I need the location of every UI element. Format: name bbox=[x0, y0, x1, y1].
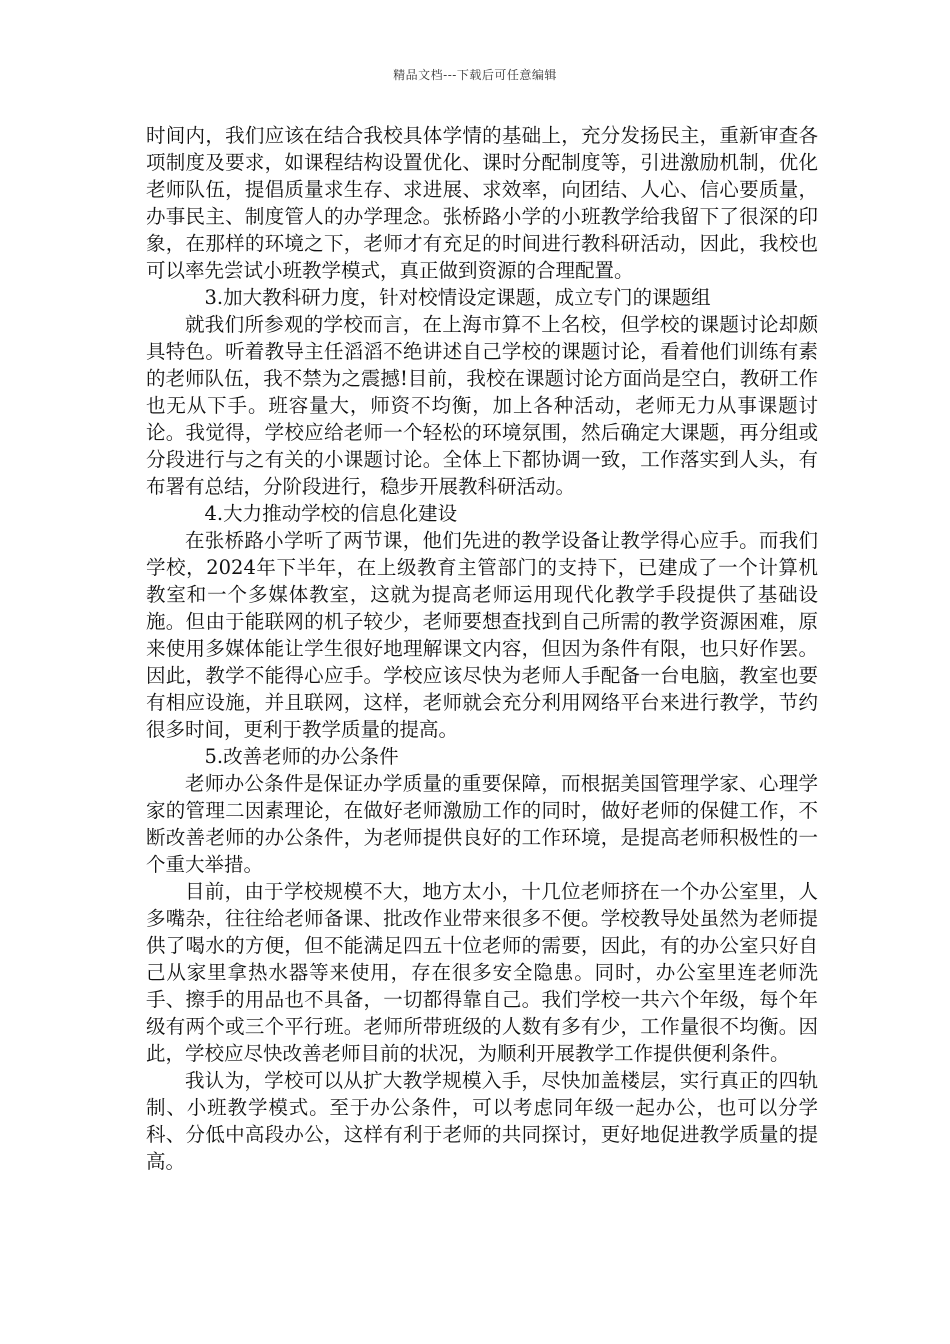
paragraph-current-situation: 目前，由于学校规模不大，地方太小，十几位老师挤在一个办公室里，人多嘴杂，往往给老师备课、批改作业带来很多不便。学校教导处虽然为老师提供了喝水的方便，但不能满足四五十位老师的需要，因此，有的办公室只好自己从家里拿热水器等来使用，存在很多安全隐患。同时，办公室里连老师洗手、擦手的用品也不具备，一切都得靠自己。我们学校一共六个年级，每个年级有两个或三个平行班。老师所带班级的人数有多有少，工作量很不均衡。因此，学校应尽快改善老师目前的状况，为顺利开展教学工作提供便利条件。 bbox=[146, 880, 818, 1065]
page-header: 精品文档---下载后可任意编辑 bbox=[393, 68, 557, 82]
document-body bbox=[146, 122, 818, 1175]
section-heading-5: 5.改善老师的办公条件 bbox=[204, 745, 399, 768]
paragraph-office-conditions: 老师办公条件是保证办学质量的重要保障，而根据美国管理学家、心理学家的管理二因素理论，在做好老师激励工作的同时，做好老师的保健工作，不断改善老师的办公条件，为老师提供良好的工作环境，是提高老师积极性的一个重大举措。 bbox=[146, 772, 818, 876]
paragraph-continuation: 时间内，我们应该在结合我校具体学情的基础上，充分发扬民主，重新审查各项制度及要求，如课程结构设置优化、课时分配制度等，引进激励机制，优化老师队伍，提倡质量求生存、求进展、求效率，向团结、人心、信心要质量，办事民主、制度管人的办学理念。张桥路小学的小班教学给我留下了很深的印象，在那样的环境之下，老师才有充足的时间进行教科研活动，因此，我校也可以率先尝试小班教学模式，真正做到资源的合理配置。 bbox=[146, 124, 818, 282]
section-heading-4: 4.大力推动学校的信息化建设 bbox=[204, 502, 458, 525]
paragraph-research: 就我们所参观的学校而言，在上海市算不上名校，但学校的课题讨论却颇具特色。听着教导主任滔滔不绝讲述自己学校的课题讨论，看着他们训练有素的老师队伍，我不禁为之震撼!目前，我校在课题讨论方面尚是空白，教研工作也无从下手。班容量大，师资不均衡，加上各种活动，老师无力从事课题讨论。我觉得，学校应给老师一个轻松的环境氛围，然后确定大课题，再分组或分段进行与之有关的小课题讨论。全体上下都协调一致，工作落实到人头，有布署有总结，分阶段进行，稳步开展教科研活动。 bbox=[146, 313, 818, 498]
paragraph-suggestion: 我认为，学校可以从扩大教学规模入手，尽快加盖楼层，实行真正的四轨制、小班教学模式。至于办公条件，可以考虑同年级一起办公，也可以分学科、分低中高段办公，这样有利于老师的共同探讨，更好地促进教学质量的提高。 bbox=[146, 1069, 818, 1173]
paragraph-informatization: 在张桥路小学听了两节课，他们先进的教学设备让教学得心应手。而我们学校，2024年下半年，在上级教育主管部门的支持下，已建成了一个计算机教室和一个多媒体教室，这就为提高老师运用现代化教学手段提供了基础设施。但由于能联网的机子较少，老师要想查找到自己所需的教学资源困难，原来使用多媒体能让学生很好地理解课文内容，但因为条件有限，也只好作罢。因此，教学不能得心应手。学校应该尽快为老师人手配备一台电脑，教室也要有相应设施，并且联网，这样，老师就会充分利用网络平台来进行教学，节约很多时间，更利于教学质量的提高。 bbox=[146, 529, 818, 741]
section-heading-3: 3.加大教科研力度，针对校情设定课题，成立专门的课题组 bbox=[204, 286, 711, 309]
